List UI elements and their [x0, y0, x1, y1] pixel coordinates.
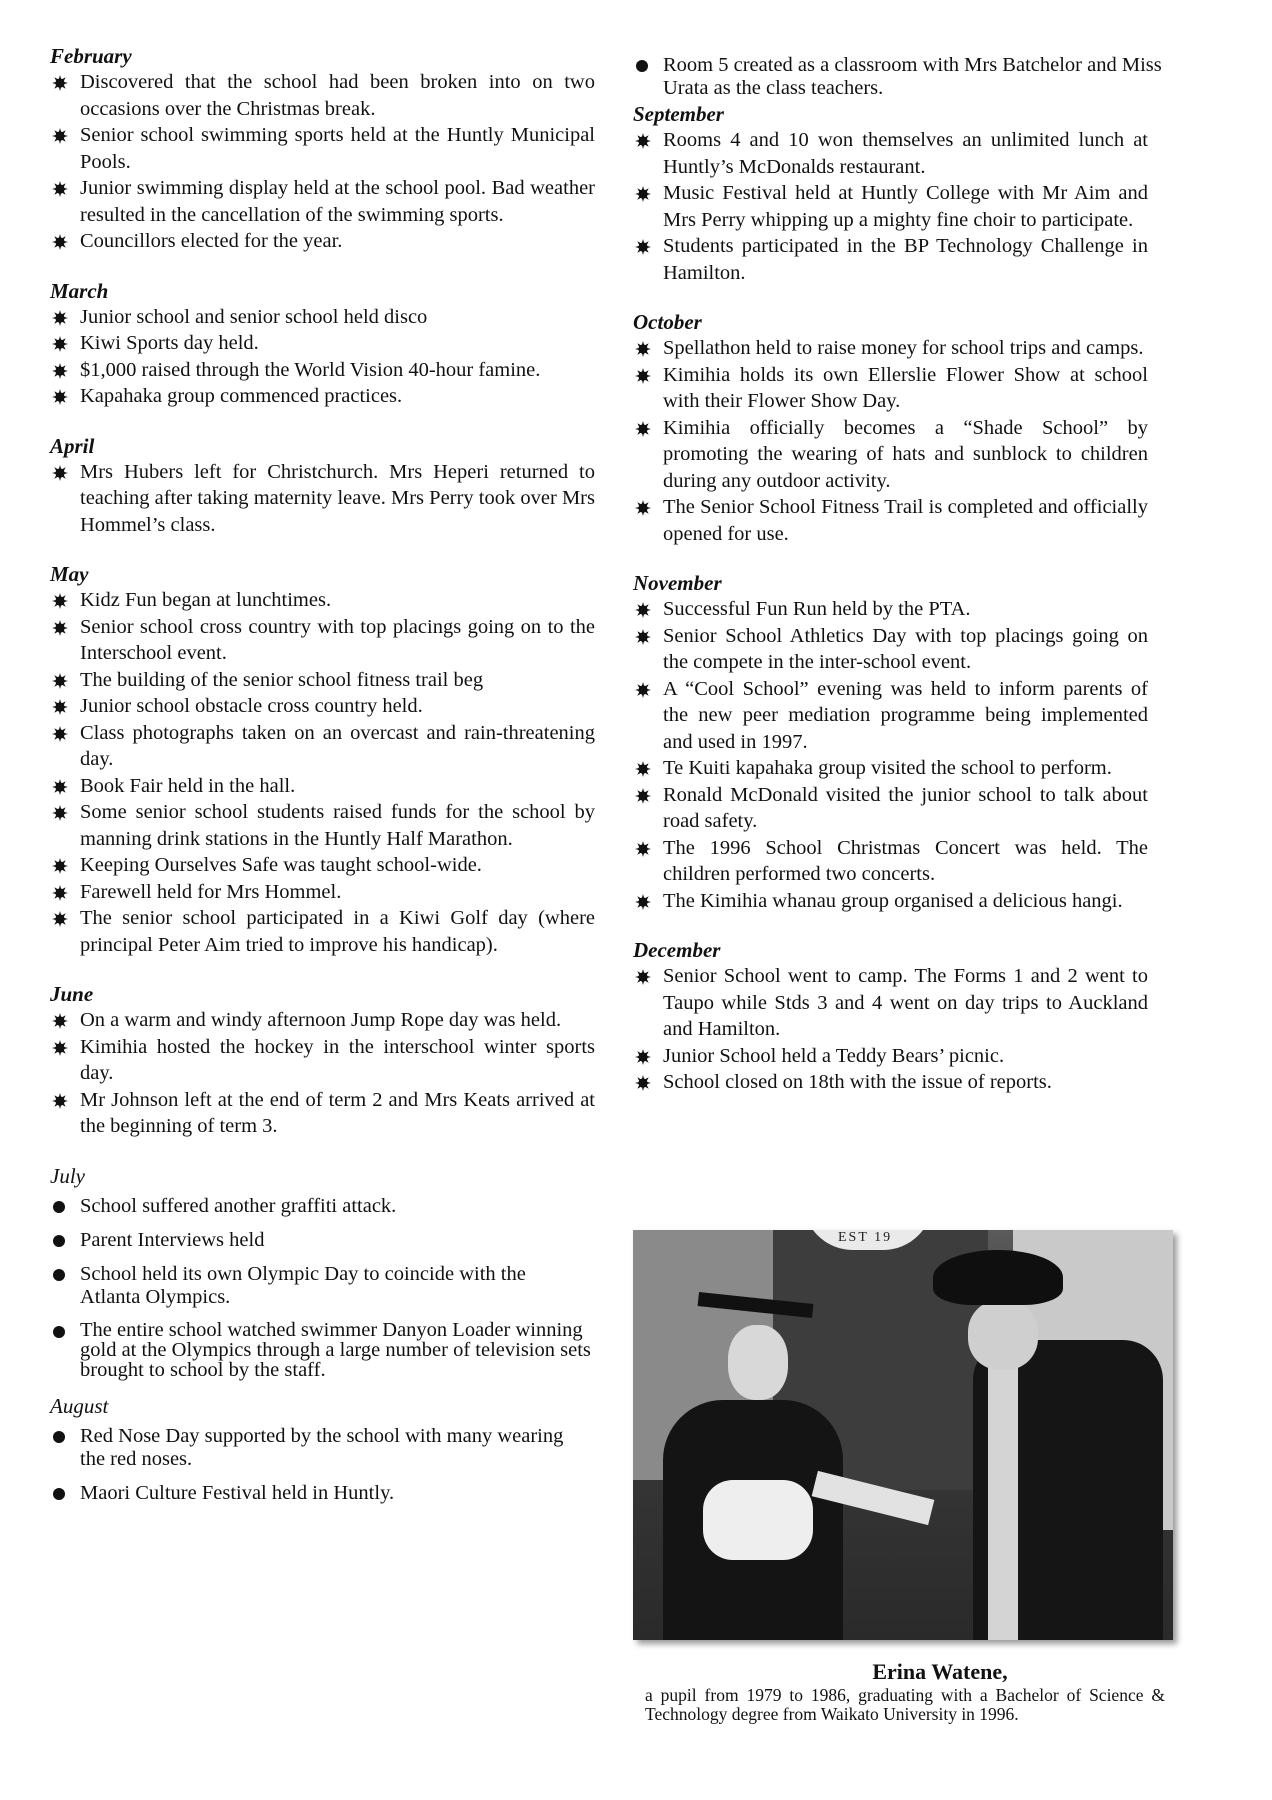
continued-event-list — [633, 54, 1178, 100]
right-column — [633, 54, 1178, 1120]
dot-bullet-icon — [52, 1200, 68, 1216]
list-item: Councillors elected for the year. — [50, 228, 595, 255]
list-item: Parent Interviews held — [50, 1229, 595, 1252]
starburst-bullet-icon — [52, 336, 68, 352]
starburst-bullet-icon — [52, 673, 68, 689]
starburst-bullet-icon — [52, 1040, 68, 1056]
starburst-bullet-icon — [635, 341, 651, 357]
list-item: School closed on 18th with the issue of reports. — [633, 1069, 1148, 1096]
starburst-bullet-icon — [52, 699, 68, 715]
starburst-bullet-icon — [52, 310, 68, 326]
list-item: Kidz Fun began at lunchtimes. — [50, 587, 595, 614]
list-item: Senior School Athletics Day with top placings going on the compete in the inter-school event. — [633, 623, 1148, 676]
month-heading: May — [50, 562, 89, 586]
caption-text: a pupil from 1979 to 1986, graduating with a Bachelor of Science & Technology degree from Waikato University in 1996. — [645, 1685, 1165, 1724]
list-item: $1,000 raised through the World Vision 40-hour famine. — [50, 357, 595, 384]
dot-bullet-icon — [52, 1234, 68, 1250]
left-column — [50, 44, 595, 1529]
list-item: The entire school watched swimmer Danyon Loader winning gold at the Olympics through a large number of television sets brought to school by the staff. — [50, 1320, 595, 1380]
starburst-bullet-icon — [52, 911, 68, 927]
list-item: Mr Johnson left at the end of term 2 and Mrs Keats arrived at the beginning of term 3. — [50, 1087, 595, 1140]
list-item: Students participated in the BP Technology Challenge in Hamilton. — [633, 233, 1148, 286]
list-item: Senior school swimming sports held at the Huntly Municipal Pools. — [50, 122, 595, 175]
list-item: Senior school cross country with top placings going on to the Interschool event. — [50, 614, 595, 667]
event-list — [50, 587, 595, 958]
dot-bullet-icon — [52, 1430, 68, 1446]
starburst-bullet-icon — [52, 389, 68, 405]
list-item: The building of the senior school fitness trail beg — [50, 667, 595, 694]
event-list — [633, 335, 1178, 547]
list-item: Junior swimming display held at the school pool. Bad weather resulted in the cancellation of the swimming sports. — [50, 175, 595, 228]
list-item: Book Fair held in the hall. — [50, 773, 595, 800]
list-item: Room 5 created as a classroom with Mrs Batchelor and Miss Urata as the class teachers. — [633, 54, 1178, 100]
starburst-bullet-icon — [52, 726, 68, 742]
event-list — [50, 69, 595, 255]
list-item: Maori Culture Festival held in Huntly. — [50, 1482, 595, 1505]
starburst-bullet-icon — [635, 788, 651, 804]
section-november — [633, 571, 1178, 914]
starburst-bullet-icon — [635, 841, 651, 857]
list-item: Senior School went to camp. The Forms 1 and 2 went to Taupo while Stds 3 and 4 went on day trips to Auckland and Hamilton. — [633, 963, 1148, 1043]
month-heading: February — [50, 44, 132, 68]
starburst-bullet-icon — [52, 363, 68, 379]
starburst-bullet-icon — [52, 465, 68, 481]
starburst-bullet-icon — [635, 368, 651, 384]
caption-name: Erina Watene, — [872, 1659, 1008, 1684]
month-heading: June — [50, 982, 94, 1006]
list-item: Junior school obstacle cross country held. — [50, 693, 595, 720]
section-may — [50, 562, 595, 958]
starburst-bullet-icon — [635, 186, 651, 202]
event-list — [633, 596, 1178, 914]
dot-bullet-icon — [52, 1487, 68, 1503]
starburst-bullet-icon — [52, 128, 68, 144]
section-august — [50, 1394, 595, 1505]
list-item: Farewell held for Mrs Hommel. — [50, 879, 595, 906]
event-list — [633, 963, 1178, 1096]
month-heading: September — [633, 102, 724, 126]
list-item: School suffered another graffiti attack. — [50, 1195, 595, 1218]
section-july — [50, 1164, 595, 1380]
starburst-bullet-icon — [52, 593, 68, 609]
dot-bullet-icon — [52, 1325, 68, 1341]
month-heading: November — [633, 571, 722, 595]
section-december — [633, 938, 1178, 1096]
photo-caption — [645, 1660, 1165, 1724]
section-june — [50, 982, 595, 1140]
graduation-photo — [633, 1230, 1173, 1640]
starburst-bullet-icon — [635, 682, 651, 698]
month-heading: December — [633, 938, 721, 962]
list-item: Ronald McDonald visited the junior school to talk about road safety. — [633, 782, 1148, 835]
starburst-bullet-icon — [635, 629, 651, 645]
starburst-bullet-icon — [52, 779, 68, 795]
starburst-bullet-icon — [52, 75, 68, 91]
month-heading: April — [50, 433, 95, 458]
month-heading: July — [50, 1163, 85, 1188]
section-april — [50, 434, 595, 539]
list-item: Rooms 4 and 10 won themselves an unlimited lunch at Huntly’s McDonalds restaurant. — [633, 127, 1148, 180]
starburst-bullet-icon — [635, 239, 651, 255]
list-item: On a warm and windy afternoon Jump Rope day was held. — [50, 1007, 595, 1034]
list-item: Kimihia officially becomes a “Shade School” by promoting the wearing of hats and sunblock to children during any outdoor activity. — [633, 415, 1148, 495]
starburst-bullet-icon — [52, 805, 68, 821]
event-list — [50, 1195, 595, 1380]
starburst-bullet-icon — [635, 421, 651, 437]
list-item: Class photographs taken on an overcast and rain-threatening day. — [50, 720, 595, 773]
starburst-bullet-icon — [635, 1049, 651, 1065]
list-item: Kimihia hosted the hockey in the interschool winter sports day. — [50, 1034, 595, 1087]
starburst-bullet-icon — [635, 894, 651, 910]
starburst-bullet-icon — [635, 602, 651, 618]
list-item: Kiwi Sports day held. — [50, 330, 595, 357]
list-item: School held its own Olympic Day to coincide with the Atlanta Olympics. — [50, 1263, 595, 1309]
list-item: Te Kuiti kapahaka group visited the school to perform. — [633, 755, 1148, 782]
starburst-bullet-icon — [635, 761, 651, 777]
month-heading: October — [633, 310, 702, 334]
month-heading: March — [50, 278, 109, 303]
starburst-bullet-icon — [635, 133, 651, 149]
section-october — [633, 310, 1178, 547]
event-list — [50, 1007, 595, 1140]
academic-bonnet — [933, 1250, 1063, 1305]
event-list — [50, 459, 595, 539]
list-item: Some senior school students raised funds for the school by manning drink stations in the Huntly Half Marathon. — [50, 799, 595, 852]
starburst-bullet-icon — [635, 1075, 651, 1091]
list-item: A “Cool School” evening was held to inform parents of the new peer mediation programme being implemented and used in 1997. — [633, 676, 1148, 756]
month-heading: August — [50, 1393, 109, 1418]
starburst-bullet-icon — [52, 858, 68, 874]
list-item: Keeping Ourselves Safe was taught school-wide. — [50, 852, 595, 879]
list-item: Mrs Hubers left for Christchurch. Mrs Heperi returned to teaching after taking maternity leave. Mrs Perry took over Mrs Hommel’s class. — [50, 459, 595, 539]
list-item: Junior School held a Teddy Bears’ picnic. — [633, 1043, 1148, 1070]
dot-bullet-icon — [52, 1268, 68, 1284]
dot-bullet-icon — [635, 59, 651, 75]
starburst-bullet-icon — [52, 620, 68, 636]
list-item: Kapahaka group commenced practices. — [50, 383, 595, 410]
seal-text: EST 19 — [838, 1230, 893, 1245]
list-item: The Senior School Fitness Trail is completed and officially opened for use. — [633, 494, 1148, 547]
starburst-bullet-icon — [52, 234, 68, 250]
starburst-bullet-icon — [635, 969, 651, 985]
section-march — [50, 279, 595, 410]
list-item: Red Nose Day supported by the school with many wearing the red noses. — [50, 1425, 595, 1471]
starburst-bullet-icon — [52, 885, 68, 901]
list-item: Discovered that the school had been broken into on two occasions over the Christmas break. — [50, 69, 595, 122]
list-item: Successful Fun Run held by the PTA. — [633, 596, 1148, 623]
section-february — [50, 44, 595, 255]
starburst-bullet-icon — [52, 1013, 68, 1029]
list-item: Spellathon held to raise money for school trips and camps. — [633, 335, 1148, 362]
section-september — [633, 102, 1178, 286]
event-list — [50, 304, 595, 410]
event-list — [50, 1425, 595, 1505]
list-item: The Kimihia whanau group organised a delicious hangi. — [633, 888, 1178, 915]
list-item: Junior school and senior school held disco — [50, 304, 595, 331]
list-item: The 1996 School Christmas Concert was held. The children performed two concerts. — [633, 835, 1148, 888]
starburst-bullet-icon — [52, 1093, 68, 1109]
list-item: Kimihia holds its own Ellerslie Flower Show at school with their Flower Show Day. — [633, 362, 1148, 415]
list-item: The senior school participated in a Kiwi Golf day (where principal Peter Aim tried to improve his handicap). — [50, 905, 595, 958]
event-list — [633, 127, 1178, 286]
list-item: Music Festival held at Huntly College with Mr Aim and Mrs Perry whipping up a mighty fine choir to participate. — [633, 180, 1148, 233]
starburst-bullet-icon — [52, 181, 68, 197]
starburst-bullet-icon — [635, 500, 651, 516]
